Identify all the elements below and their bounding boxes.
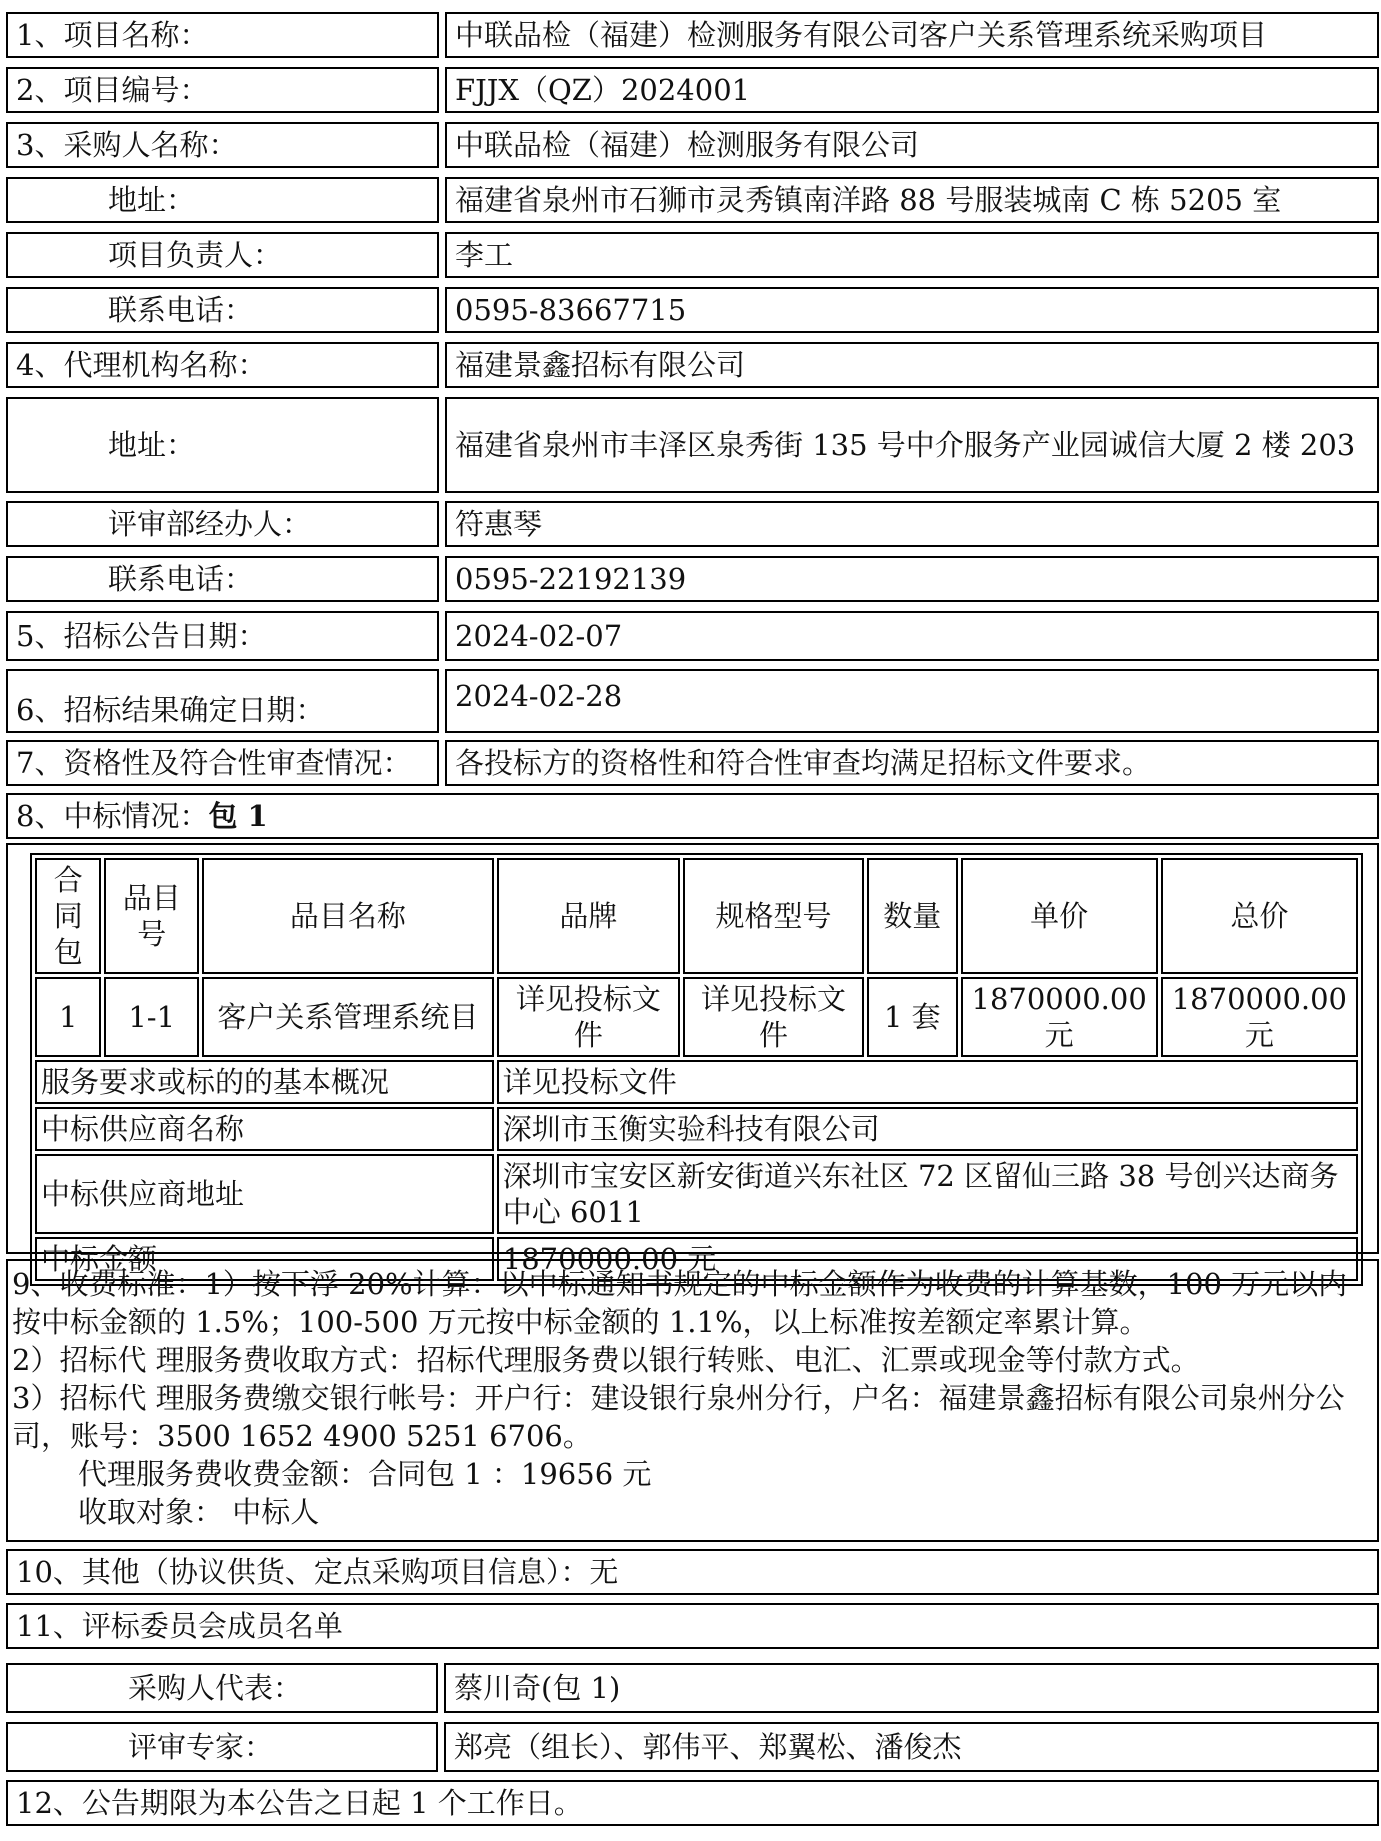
fee-line-1: 9、收费标准：1）按下浮 20%计算：以中标通知书规定的中标金额作为收费的计算基数，100 万元以内按中标金额的 1.5%；100-500 万元按中标金额的 1.1%，以上标准按差额定率累计算。	[12, 1267, 1348, 1339]
item-code: 1-1	[104, 977, 199, 1057]
amount-label: 中标金额	[35, 1237, 494, 1281]
committee-title: 11、评标委员会成员名单	[6, 1603, 1379, 1649]
project-no-label: 2、项目编号：	[6, 67, 439, 113]
header-total-price: 总价	[1161, 858, 1358, 974]
award-supplier-address-row	[35, 1154, 1358, 1234]
project-name-label: 1、项目名称：	[6, 12, 439, 58]
row-review	[6, 740, 1379, 786]
notice-date-value: 2024-02-07	[445, 611, 1379, 661]
row-other	[6, 1549, 1379, 1595]
row-project-name	[6, 12, 1379, 58]
result-date-value: 2024-02-28	[445, 669, 1379, 733]
header-quantity: 数量	[867, 858, 958, 974]
award-service-row	[35, 1060, 1358, 1104]
project-no-value: FJJX（QZ）2024001	[445, 67, 1379, 113]
supplier-address-value: 深圳市宝安区新安街道兴东社区 72 区留仙三路 38 号创兴达商务中心 6011	[497, 1154, 1358, 1234]
supplier-address-label: 中标供应商地址	[35, 1154, 494, 1234]
result-date-label: 6、招标结果确定日期：	[6, 669, 439, 733]
row-result-date	[6, 669, 1379, 733]
row-committee-experts	[6, 1722, 1379, 1772]
award-heading-prefix: 8、中标情况：	[16, 799, 209, 833]
review-label: 7、资格性及符合性审查情况：	[6, 740, 439, 786]
row-purchaser-tel	[6, 287, 1379, 333]
award-supplier-row	[35, 1107, 1358, 1151]
period-text: 12、公告期限为本公告之日起 1 个工作日。	[6, 1780, 1379, 1826]
fee-line-2: 2）招标代 理服务费收取方式：招标代理服务费以银行转账、电汇、汇票或现金等付款方式。	[12, 1343, 1200, 1377]
item-spec: 详见投标文件	[683, 977, 864, 1057]
item-package: 1	[35, 977, 101, 1057]
item-unit-price: 1870000.00 元	[961, 977, 1158, 1057]
row-fee	[6, 1259, 1379, 1542]
fee-line-5: 收取对象： 中标人	[78, 1495, 320, 1529]
row-agency	[6, 342, 1379, 388]
row-purchaser-address	[6, 177, 1379, 223]
agency-label: 4、代理机构名称：	[6, 342, 439, 388]
row-agency-address	[6, 397, 1379, 493]
row-award-heading	[6, 793, 1379, 839]
header-package: 合同包	[35, 858, 101, 974]
agency-handler-value: 符惠琴	[445, 501, 1379, 547]
item-brand: 详见投标文件	[497, 977, 680, 1057]
award-section	[6, 843, 1379, 1276]
agency-value: 福建景鑫招标有限公司	[445, 342, 1379, 388]
row-project-no	[6, 67, 1379, 113]
project-name-value: 中联品检（福建）检测服务有限公司客户关系管理系统采购项目	[445, 12, 1379, 58]
header-spec: 规格型号	[683, 858, 864, 974]
agency-tel-label: 联系电话：	[6, 556, 439, 602]
purchaser-lead-label: 项目负责人：	[6, 232, 439, 278]
amount-value: 1870000.00 元	[497, 1237, 1358, 1281]
award-heading	[6, 793, 1379, 839]
award-header-row	[35, 858, 1358, 974]
item-total-price: 1870000.00 元	[1161, 977, 1358, 1057]
purchaser-address-value: 福建省泉州市石狮市灵秀镇南洋路 88 号服装城南 C 栋 5205 室	[445, 177, 1379, 223]
purchaser-label: 3、采购人名称：	[6, 122, 439, 168]
header-item-code: 品目号	[104, 858, 199, 974]
committee-rep-value: 蔡川奇(包 1)	[444, 1663, 1379, 1713]
supplier-label: 中标供应商名称	[35, 1107, 494, 1151]
award-item-row	[35, 977, 1358, 1057]
award-table	[30, 853, 1363, 1286]
row-committee-rep	[6, 1663, 1379, 1713]
header-brand: 品牌	[497, 858, 680, 974]
service-value: 详见投标文件	[497, 1060, 1358, 1104]
row-purchaser-lead	[6, 232, 1379, 278]
award-heading-package: 包 1	[208, 799, 268, 833]
header-unit-price: 单价	[961, 858, 1158, 974]
agency-address-value: 福建省泉州市丰泽区泉秀街 135 号中介服务产业园诚信大厦 2 楼 203	[445, 397, 1379, 493]
purchaser-lead-value: 李工	[445, 232, 1379, 278]
agency-address-label: 地址：	[6, 397, 439, 493]
notice-date-label: 5、招标公告日期：	[6, 611, 439, 661]
fee-line-3: 3）招标代 理服务费缴交银行帐号：开户行：建设银行泉州分行，户名：福建景鑫招标有限公司泉州分公司，账号：3500 1652 4900 5251 6706。	[12, 1381, 1345, 1453]
review-value: 各投标方的资格性和符合性审查均满足招标文件要求。	[445, 740, 1379, 786]
fee-block	[6, 1259, 1379, 1542]
other-text: 10、其他（协议供货、定点采购项目信息）：无	[6, 1549, 1379, 1595]
row-period	[6, 1780, 1379, 1826]
row-purchaser	[6, 122, 1379, 168]
row-committee-title	[6, 1603, 1379, 1649]
service-label: 服务要求或标的的基本概况	[35, 1060, 494, 1104]
item-quantity: 1 套	[867, 977, 958, 1057]
header-item-name: 品目名称	[202, 858, 494, 974]
purchaser-tel-value: 0595-83667715	[445, 287, 1379, 333]
supplier-value: 深圳市玉衡实验科技有限公司	[497, 1107, 1358, 1151]
row-agency-tel	[6, 556, 1379, 602]
purchaser-tel-label: 联系电话：	[6, 287, 439, 333]
committee-experts-label: 评审专家：	[6, 1722, 438, 1772]
row-notice-date	[6, 611, 1379, 661]
row-agency-handler	[6, 501, 1379, 547]
fee-line-4: 代理服务费收费金额：合同包 1 ：19656 元	[78, 1457, 652, 1491]
purchaser-address-label: 地址：	[6, 177, 439, 223]
committee-experts-value: 郑亮（组长）、郭伟平、郑翼松、潘俊杰	[444, 1722, 1379, 1772]
purchaser-value: 中联品检（福建）检测服务有限公司	[445, 122, 1379, 168]
item-name: 客户关系管理系统目	[202, 977, 494, 1057]
agency-tel-value: 0595-22192139	[445, 556, 1379, 602]
committee-rep-label: 采购人代表：	[6, 1663, 438, 1713]
agency-handler-label: 评审部经办人：	[6, 501, 439, 547]
